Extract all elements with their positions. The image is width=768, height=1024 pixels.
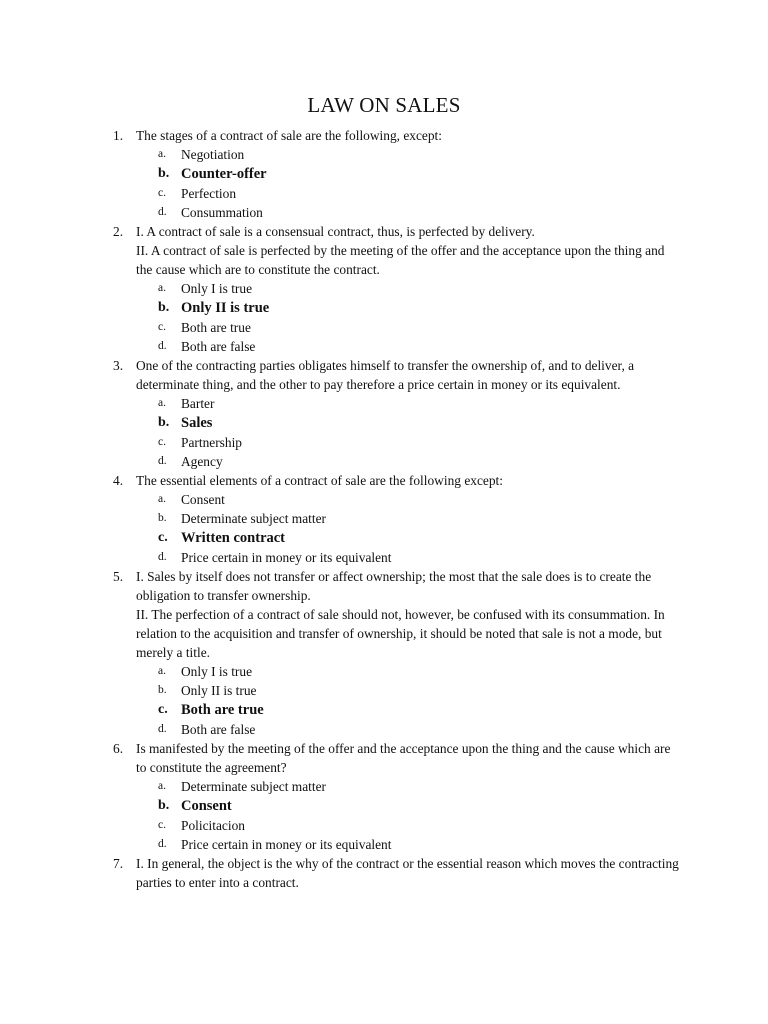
- question-item: [0, 471, 681, 490]
- option-text: Only I is true: [181, 664, 253, 679]
- option-text: Barter: [181, 396, 215, 411]
- option-text: Only II is true: [181, 683, 257, 698]
- option-letter: a.: [158, 665, 166, 677]
- question-text: Is manifested by the meeting of the offer and the acceptance upon the thing and the cause which are to constitute the agreement?: [136, 741, 671, 775]
- option-item: [0, 490, 768, 509]
- option-text: Consummation: [181, 205, 263, 220]
- question-number: 1.: [113, 128, 124, 143]
- option-item: [0, 318, 768, 337]
- question-text: The essential elements of a contract of sale are the following except:: [136, 473, 503, 488]
- option-text: Consent: [181, 798, 232, 814]
- option-text: Consent: [181, 492, 225, 507]
- question-text: The stages of a contract of sale are the following, except:: [136, 128, 442, 143]
- option-letter: c.: [158, 187, 166, 199]
- option-text: Only II is true: [181, 300, 270, 316]
- option-letter: b.: [158, 512, 167, 524]
- option-item: [0, 433, 768, 452]
- question-item: [0, 222, 681, 279]
- option-letter: a.: [158, 148, 166, 160]
- option-letter: c.: [158, 321, 166, 333]
- option-item: [0, 184, 768, 203]
- option-text: Perfection: [181, 186, 237, 201]
- option-letter: b.: [158, 415, 170, 430]
- option-text: Both are false: [181, 722, 256, 737]
- question-item: [0, 739, 681, 777]
- document-title: LAW ON SALES: [307, 93, 461, 117]
- answer-option: [0, 164, 768, 184]
- answer-option: [0, 298, 768, 318]
- question-text: I. A contract of sale is a consensual contract, thus, is perfected by delivery.: [136, 224, 535, 239]
- option-text: Both are false: [181, 339, 256, 354]
- question-item: [0, 126, 681, 145]
- option-letter: c.: [158, 530, 168, 545]
- option-text: Negotiation: [181, 147, 245, 162]
- question-number: 2.: [113, 224, 124, 239]
- option-text: Only I is true: [181, 281, 253, 296]
- answer-option: [0, 528, 768, 548]
- question-item: [0, 854, 681, 892]
- option-letter: b.: [158, 684, 167, 696]
- option-item: [0, 662, 768, 681]
- option-letter: b.: [158, 300, 170, 315]
- option-text: Sales: [181, 415, 213, 431]
- question-number: 7.: [113, 856, 124, 871]
- question-list: [0, 126, 768, 892]
- question-text: II. A contract of sale is perfected by the meeting of the offer and the acceptance upon the thing and the cause which are to constitute the contract.: [136, 243, 665, 277]
- option-letter: d.: [158, 206, 167, 218]
- option-letter: b.: [158, 798, 170, 813]
- option-text: Partnership: [181, 435, 242, 450]
- option-text: Both are true: [181, 320, 251, 335]
- option-item: [0, 509, 768, 528]
- question-number: 6.: [113, 741, 124, 756]
- question-text: One of the contracting parties obligates himself to transfer the ownership of, and to deliver, a determinate thing, and the other to pay therefore a price certain in money or its equivalent.: [136, 358, 635, 392]
- option-text: Written contract: [181, 530, 286, 546]
- option-item: [0, 777, 768, 796]
- option-item: [0, 452, 768, 471]
- option-letter: d.: [158, 838, 167, 850]
- option-item: [0, 279, 768, 298]
- option-text: Determinate subject matter: [181, 511, 327, 526]
- option-letter: d.: [158, 455, 167, 467]
- option-letter: c.: [158, 436, 166, 448]
- option-item: [0, 203, 768, 222]
- question-number: 4.: [113, 473, 124, 488]
- answer-option: [0, 796, 768, 816]
- option-item: [0, 394, 768, 413]
- question-number: 3.: [113, 358, 124, 373]
- option-text: Price certain in money or its equivalent: [181, 550, 392, 565]
- option-letter: d.: [158, 340, 167, 352]
- option-letter: a.: [158, 780, 166, 792]
- answer-option: [0, 413, 768, 433]
- option-letter: a.: [158, 493, 166, 505]
- option-text: Determinate subject matter: [181, 779, 327, 794]
- question-text: I. In general, the object is the why of the contract or the essential reason which moves the contracting parties to enter into a contract.: [136, 856, 679, 890]
- option-letter: a.: [158, 397, 166, 409]
- option-text: Both are true: [181, 702, 264, 718]
- option-item: [0, 835, 768, 854]
- option-letter: b.: [158, 166, 170, 181]
- option-item: [0, 720, 768, 739]
- option-letter: d.: [158, 723, 167, 735]
- option-item: [0, 145, 768, 164]
- option-letter: d.: [158, 551, 167, 563]
- answer-option: [0, 700, 768, 720]
- question-item: [0, 567, 681, 662]
- option-text: Agency: [181, 454, 223, 469]
- question-text: I. Sales by itself does not transfer or affect ownership; the most that the sale does is to create the obligation to transfer ownership.: [136, 569, 652, 603]
- option-item: [0, 681, 768, 700]
- option-item: [0, 337, 768, 356]
- option-text: Price certain in money or its equivalent: [181, 837, 392, 852]
- option-letter: c.: [158, 819, 166, 831]
- question-text: II. The perfection of a contract of sale should not, however, be confused with its consummation. In relation to the acquisition and transfer of ownership, it should be noted that sale is not a mode, but merely a title.: [136, 607, 665, 660]
- option-item: [0, 816, 768, 835]
- option-text: Policitacion: [181, 818, 245, 833]
- question-item: [0, 356, 681, 394]
- option-text: Counter-offer: [181, 166, 267, 182]
- question-number: 5.: [113, 569, 124, 584]
- option-letter: a.: [158, 282, 166, 294]
- option-letter: c.: [158, 702, 168, 717]
- option-item: [0, 548, 768, 567]
